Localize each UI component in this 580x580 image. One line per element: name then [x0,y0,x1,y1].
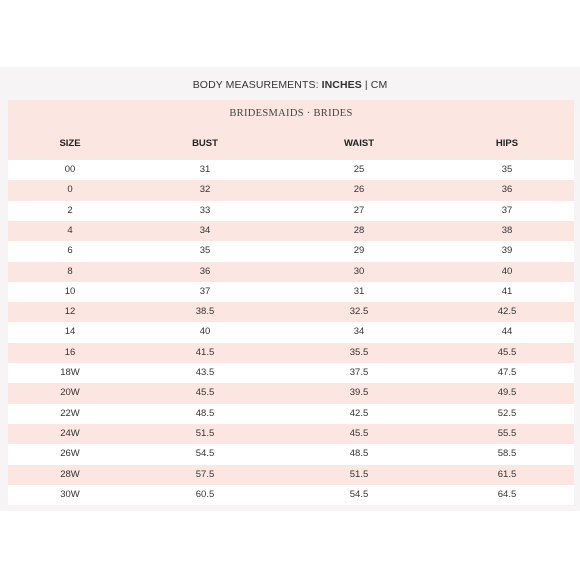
hips-cell: 41 [501,285,513,297]
unit-inches-toggle[interactable]: INCHES [321,79,362,91]
table-row [8,282,574,302]
size-cell: 10 [64,285,76,297]
size-cell: 28W [60,468,80,480]
waist-cell: 42.5 [349,407,369,419]
hips-cell: 44 [501,326,513,338]
bust-cell: 35 [199,245,211,257]
waist-cell: 39.5 [349,387,369,399]
hips-cell: 38 [501,224,513,236]
measurements-heading [0,79,580,91]
hips-cell: 36 [501,184,513,196]
waist-cell: 29 [353,245,365,257]
table-row [8,322,574,342]
size-cell: 8 [67,265,73,277]
table-row [8,383,574,403]
table-row [8,302,574,322]
bust-cell: 45.5 [195,387,215,399]
size-cell: 14 [64,326,76,338]
bust-cell: 41.5 [195,346,215,358]
table-row [8,424,574,444]
bust-cell: 37 [199,285,211,297]
waist-cell: 32.5 [349,306,369,318]
waist-cell: 35.5 [349,346,369,358]
size-cell: 6 [67,245,73,257]
bust-cell: 48.5 [195,407,215,419]
size-cell: 0 [67,184,73,196]
waist-cell: 27 [353,204,365,216]
size-cell: 16 [64,346,76,358]
bust-cell: 31 [199,164,211,175]
hips-cell: 58.5 [497,448,517,460]
hips-cell: 52.5 [497,407,517,419]
table-caption: BRIDESMAIDS · BRIDES [8,100,574,128]
bust-cell: 43.5 [195,367,215,378]
waist-cell: 26 [353,184,365,196]
column-header-size: SIZE [59,138,81,149]
hips-cell: 37 [501,204,513,216]
size-cell: 22W [60,407,80,419]
waist-cell: 37.5 [349,367,369,378]
hips-cell: 47.5 [497,367,517,378]
table-row [8,180,574,200]
bust-cell: 57.5 [195,468,215,480]
waist-cell: 45.5 [349,427,369,439]
waist-cell: 25 [353,164,365,175]
waist-cell: 30 [353,265,365,277]
size-cell: 4 [67,224,73,236]
waist-cell: 54.5 [349,488,369,500]
size-cell: 30W [60,488,80,500]
table-row [8,201,574,221]
table-row [8,485,574,505]
table-row [8,363,574,383]
bust-cell: 33 [199,204,211,216]
bust-cell: 54.5 [195,448,215,460]
size-cell: 18W [60,367,80,378]
hips-cell: 40 [501,265,513,277]
hips-cell: 55.5 [497,427,517,439]
hips-cell: 49.5 [497,387,517,399]
bust-cell: 40 [199,326,211,338]
waist-cell: 51.5 [349,468,369,480]
table-row [8,404,574,424]
column-header-hips: HIPS [495,138,519,149]
table-row [8,160,574,180]
table-row [8,343,574,363]
heading-prefix: BODY MEASUREMENTS: [192,79,322,91]
column-header-waist: WAIST [343,138,375,149]
size-cell: 12 [64,306,76,318]
bust-cell: 51.5 [195,427,215,439]
bust-cell: 34 [199,224,211,236]
size-chart-table [8,100,574,501]
hips-cell: 61.5 [497,468,517,480]
table-row [8,444,574,464]
size-cell: 00 [64,164,76,175]
size-cell: 20W [60,387,80,399]
hips-cell: 45.5 [497,346,517,358]
unit-cm-toggle[interactable]: CM [370,79,388,91]
hips-cell: 39 [501,245,513,257]
bust-cell: 38.5 [195,306,215,318]
table-row [8,465,574,485]
hips-cell: 42.5 [497,306,517,318]
size-cell: 24W [60,427,80,439]
size-cell: 26W [60,448,80,460]
column-header-bust: BUST [192,138,218,149]
table-row [8,262,574,282]
hips-cell: 35 [501,164,513,175]
size-cell: 2 [67,204,73,216]
bust-cell: 60.5 [195,488,215,500]
waist-cell: 28 [353,224,365,236]
hips-cell: 64.5 [497,488,517,500]
table-row [8,221,574,241]
waist-cell: 31 [353,285,365,297]
unit-separator: | [361,79,371,91]
table-row [8,241,574,261]
waist-cell: 34 [353,326,365,338]
waist-cell: 48.5 [349,448,369,460]
bust-cell: 36 [199,265,211,277]
bust-cell: 32 [199,184,211,196]
table-header-row [8,128,574,160]
